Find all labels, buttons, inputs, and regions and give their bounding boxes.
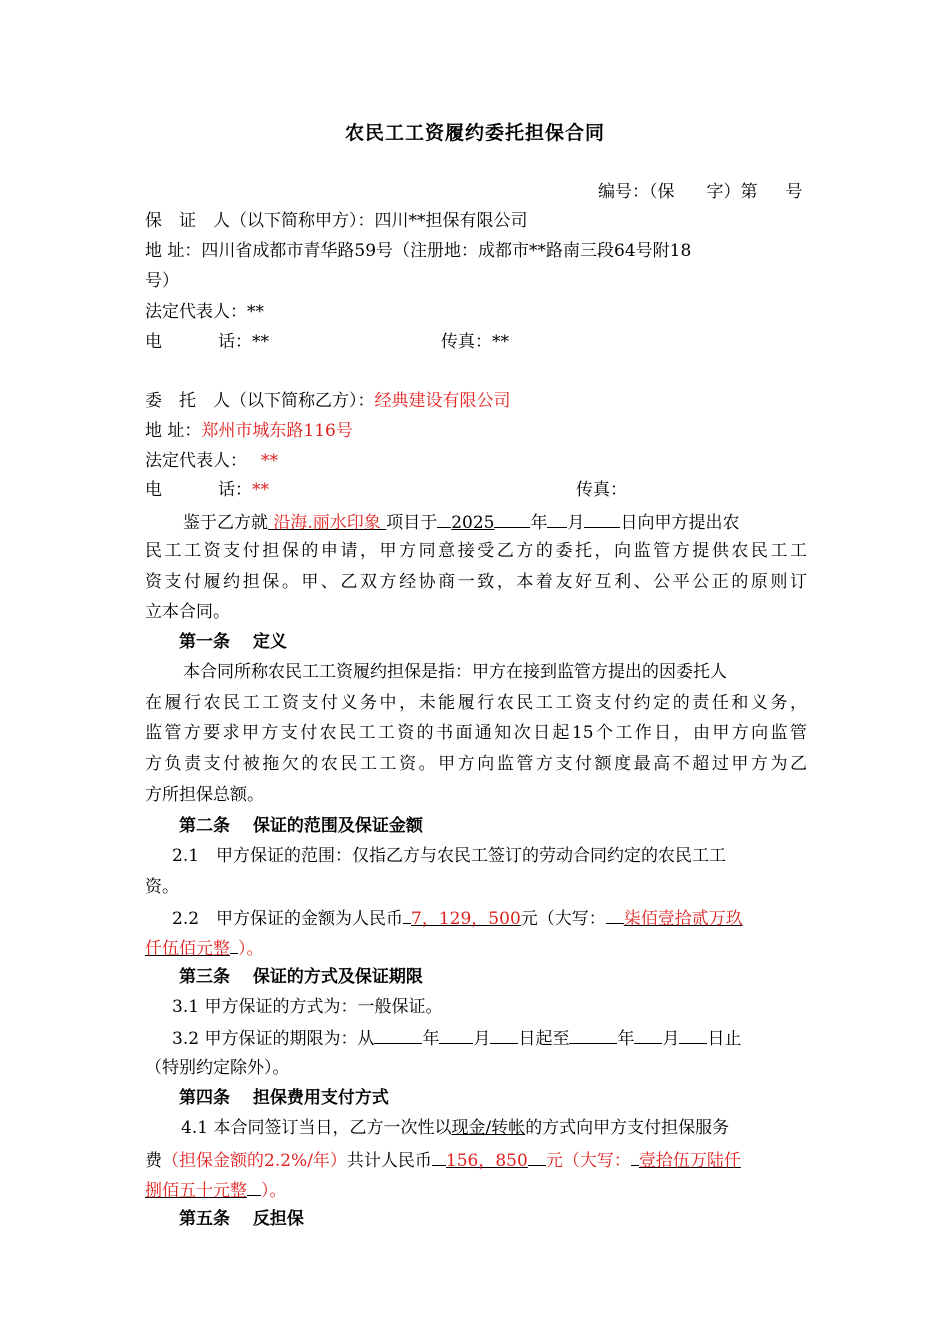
client-phone: 电 话：** bbox=[145, 480, 269, 500]
article-5-heading: 第五条 反担保 bbox=[179, 1209, 304, 1229]
guarantee-amount: 7，129，500 bbox=[411, 909, 521, 929]
guarantor-name: 四川**担保有限公司 bbox=[374, 211, 528, 231]
clause-2-1: 2.1 甲方保证的范围：仅指乙方与农民工签订的劳动合同约定的农民工工 bbox=[172, 846, 727, 866]
fee-rate: （担保金额的2.2%/年） bbox=[162, 1151, 347, 1171]
client-line bbox=[145, 390, 511, 412]
guarantor-phone: 电 话：** bbox=[145, 332, 269, 352]
guarantor-line bbox=[145, 210, 528, 232]
preamble-line-4: 立本合同。 bbox=[145, 602, 230, 622]
client-name: 经典建设有限公司 bbox=[374, 391, 511, 411]
project-name: 沿海.丽水印象 bbox=[268, 513, 387, 533]
clause-3-2: 3.2 甲方保证的期限为：从 年 月 日起至 年 月 日止 bbox=[172, 1026, 741, 1050]
client-fax: 传真： bbox=[576, 480, 627, 500]
clause-2-2-cont: 仟伍佰元整 ）。 bbox=[145, 936, 264, 960]
clause-4-1: 4.1 本合同签订当日，乙方一次性以现金/转帐的方式向甲方支付担保服务 bbox=[181, 1118, 730, 1138]
guarantee-amount-words: 柒佰壹拾贰万玖 bbox=[623, 909, 743, 929]
article-4-heading: 第四条 担保费用支付方式 bbox=[179, 1088, 389, 1108]
document-title: 农民工工资履约委托担保合同 bbox=[344, 122, 605, 144]
client-label: 委 托 人（以下简称乙方）： bbox=[145, 391, 375, 411]
clause-4-1-line-2: 费（担保金额的2.2%/年）共计人民币 156，850 元（大写： 壹拾伍万陆仟 bbox=[145, 1148, 741, 1172]
fee-amount-words: 壹拾伍万陆仟 bbox=[638, 1151, 741, 1171]
clause-2-2: 2.2 甲方保证的金额为人民币 7，129，500元（大写： 柒佰壹拾贰万玖 bbox=[172, 906, 743, 930]
guarantor-address: 地 址：四川省成都市青华路59号（注册地：成都市**路南三段64号附18 bbox=[145, 241, 692, 261]
contract-number: 编号：（保 字）第 号 bbox=[598, 182, 803, 202]
preamble-line-1: 鉴于乙方就 沿海.丽水印象 项目于 2025 年 月 日向甲方提出农 bbox=[183, 510, 739, 534]
article-1-line-2: 在履行农民工工资支付义务中，未能履行农民工工资支付约定的责任和义务， bbox=[145, 693, 807, 713]
guarantor-fax: 传真：** bbox=[441, 332, 509, 352]
fee-amount: 156，850 bbox=[445, 1151, 528, 1171]
clause-2-1-cont: 资。 bbox=[145, 877, 179, 897]
client-rep: 法定代表人： ** bbox=[145, 451, 278, 471]
clause-3-1: 3.1 甲方保证的方式为：一般保证。 bbox=[172, 997, 443, 1017]
guarantor-address-cont: 号） bbox=[145, 271, 179, 291]
article-1-heading: 第一条 定义 bbox=[179, 632, 287, 652]
guarantor-rep: 法定代表人：** bbox=[145, 302, 264, 322]
clause-3-2-cont: （特别约定除外）。 bbox=[145, 1058, 290, 1078]
preamble-line-3: 资支付履约担保。甲、乙双方经协商一致，本着友好互利、公平公正的原则订 bbox=[145, 572, 807, 592]
article-1-line-3: 监管方要求甲方支付农民工工资的书面通知次日起15个工作日，由甲方向监管 bbox=[145, 723, 807, 743]
article-1-line-1: 本合同所称农民工工资履约担保是指：甲方在接到监管方提出的因委托人 bbox=[183, 662, 727, 682]
preamble-line-2: 民工工资支付担保的申请，甲方同意接受乙方的委托，向监管方提供农民工工 bbox=[145, 541, 807, 561]
clause-4-1-line-3: 捌佰五十元整 ）。 bbox=[145, 1178, 287, 1202]
client-address: 地 址：郑州市城东路116号 bbox=[145, 421, 353, 441]
article-1-line-4: 方负责支付被拖欠的农民工工资。甲方向监管方支付额度最高不超过甲方为乙 bbox=[145, 754, 807, 774]
article-2-heading: 第二条 保证的范围及保证金额 bbox=[179, 816, 423, 836]
year-value: 2025 bbox=[451, 513, 495, 533]
guarantor-label: 保 证 人（以下简称甲方）： bbox=[145, 211, 375, 231]
payment-method: 现金/转帐 bbox=[451, 1118, 526, 1138]
article-1-line-5: 方所担保总额。 bbox=[145, 785, 264, 805]
article-3-heading: 第三条 保证的方式及保证期限 bbox=[179, 967, 423, 987]
